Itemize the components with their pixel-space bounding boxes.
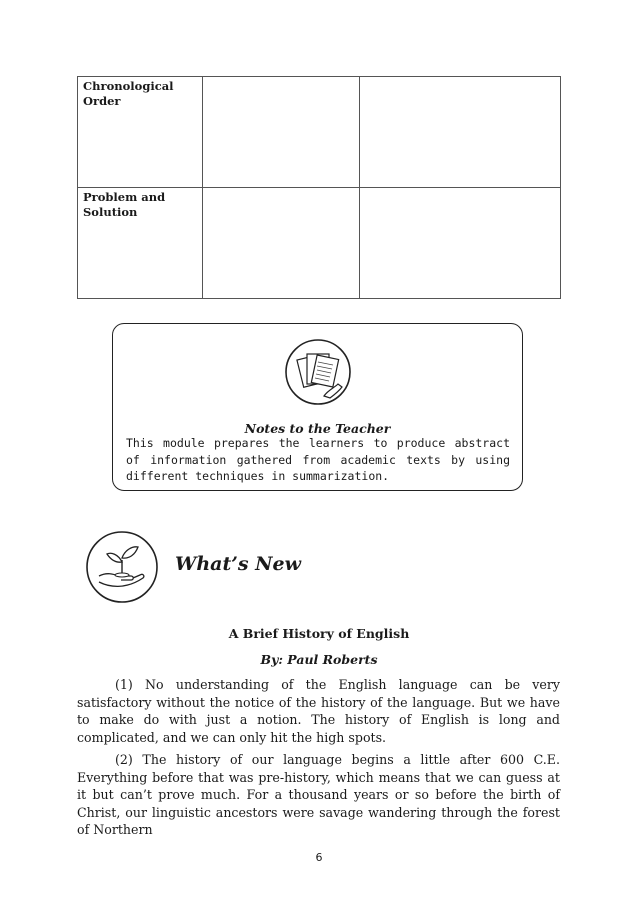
table-row <box>78 188 561 299</box>
article-author: By: Paul Roberts <box>260 652 378 667</box>
hand-sprout-icon <box>85 530 159 604</box>
table-cell <box>360 188 561 299</box>
table-row <box>78 77 561 188</box>
notes-body: This module prepares the learners to produce abstract of information gathered from academic texts by using different techniques in summarization. <box>126 436 510 483</box>
section-title: What’s New <box>175 553 301 575</box>
notes-to-teacher-box <box>112 323 523 491</box>
papers-hand-icon <box>284 338 352 406</box>
paragraph: (2) The history of our language begins a little after 600 C.E. Everything before that was pre-history, which means that we can guess at it but can’t prove much. For a thousand years or so before the birth of Christ, our linguistic ancestors were savage wandering through the forest of Northern <box>77 752 560 837</box>
organizer-table <box>77 76 561 299</box>
row-label: Problem and Solution <box>78 188 203 299</box>
row-label: Chronological Order <box>78 77 203 188</box>
table-cell <box>360 77 561 188</box>
page-number: 6 <box>315 851 323 864</box>
table-cell <box>203 188 360 299</box>
article-title: A Brief History of English <box>228 626 410 641</box>
table-cell <box>203 77 360 188</box>
notes-title: Notes to the Teacher <box>244 421 391 436</box>
paragraph: (1) No understanding of the English language can be very satisfactory without the notice of the history of the language. But we have to make do with just a notion. The history of English is long and complicated, and we can only hit the high spots. <box>77 677 560 745</box>
